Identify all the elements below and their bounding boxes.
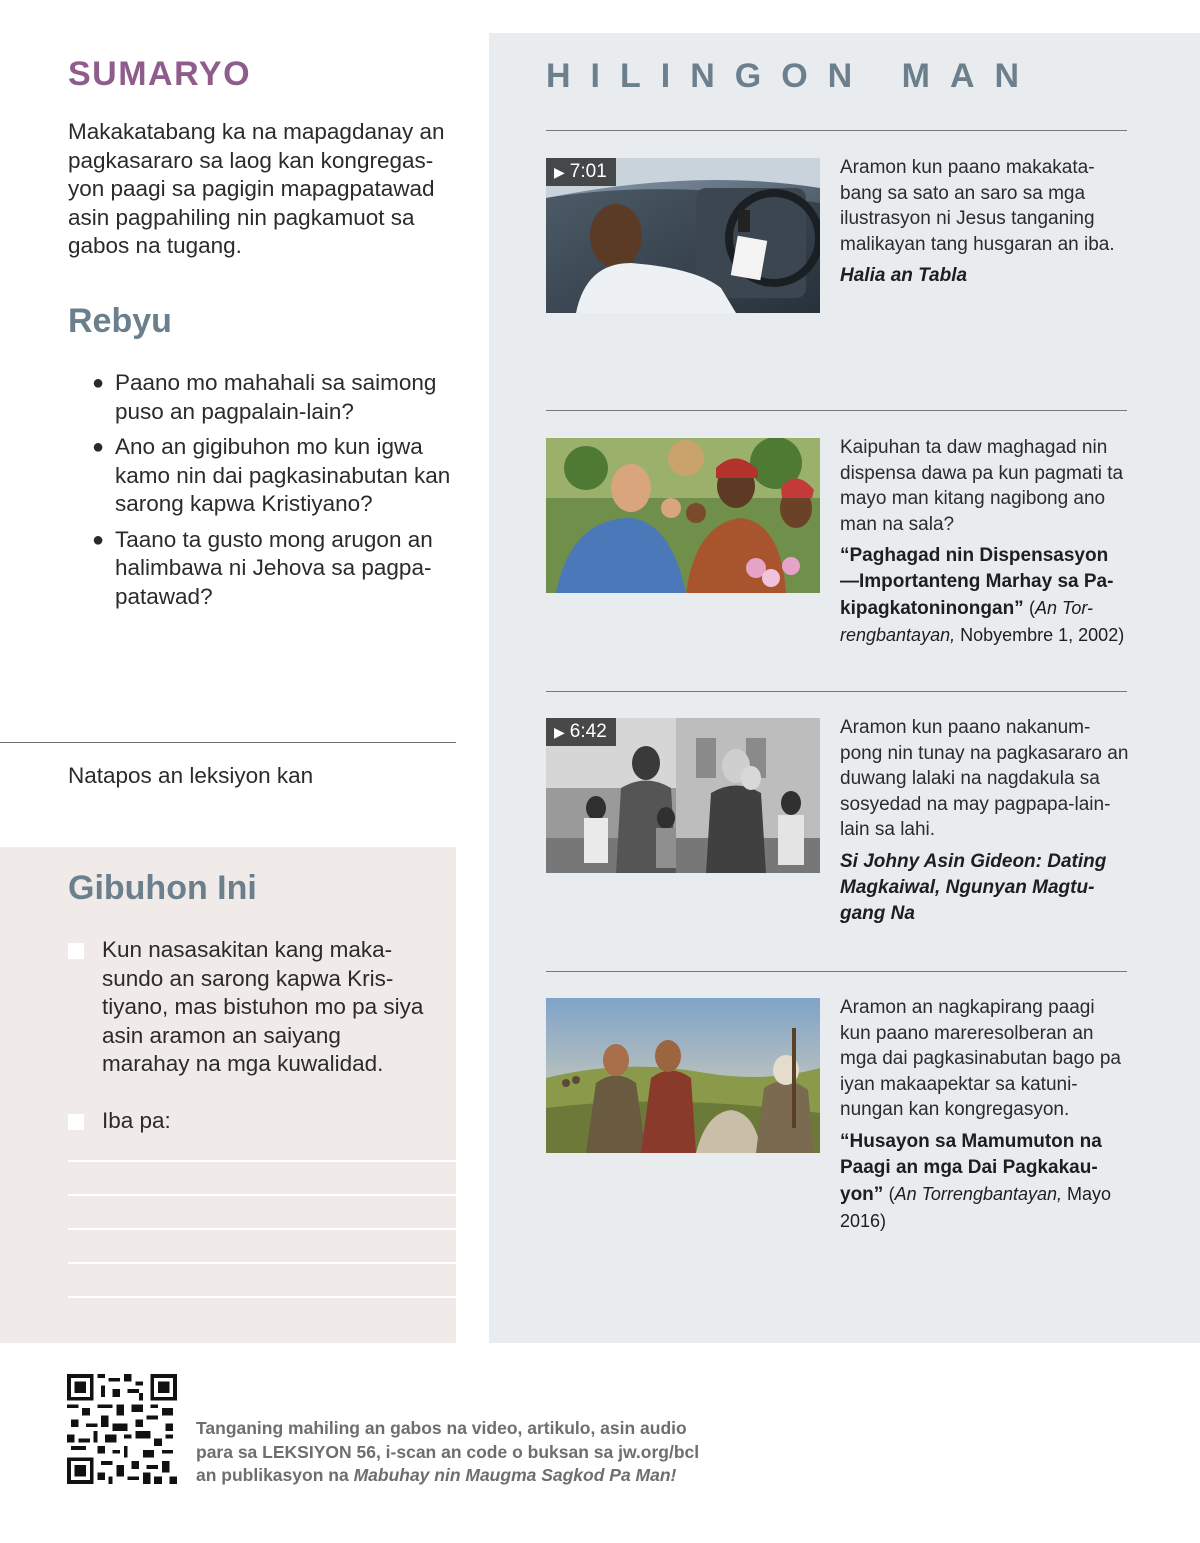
divider xyxy=(0,742,456,743)
tasks-title: Gibuhon Ini xyxy=(68,869,257,907)
video-thumbnail[interactable] xyxy=(546,718,820,873)
item-description: Aramon kun paano nakanum-pong nin tunay na pagkasararo an duwang lalaki na nagdakula sa sosyedad na may pagpapa-lain-lain sa lahi. xyxy=(840,717,1129,840)
explore-item-text xyxy=(840,995,1130,1235)
article-thumbnail[interactable] xyxy=(546,438,820,593)
item-description: Aramon an nagkapirang paagi kun paano mareresolberan an mga dai pagkasinabutan bago pa iyan makaapektar sa katuni-nungan kan kongregasyon. xyxy=(840,997,1122,1120)
bullet-icon: ● xyxy=(92,528,105,551)
write-in-line[interactable] xyxy=(68,1262,456,1264)
task-checkbox[interactable] xyxy=(68,1114,84,1130)
divider xyxy=(546,971,1127,972)
divider xyxy=(546,410,1127,411)
play-icon: ▶ xyxy=(554,724,565,740)
item-description: Kaipuhan ta daw maghagad nin dispensa dawa pa kun pagmati ta mayo man kitang nagibong ano man na sala? xyxy=(840,437,1124,535)
explore-item-text xyxy=(840,435,1130,649)
item-reference-link[interactable]: Si Johny Asin Gideon: Dating Magkaiwal, Ngunyan Magtu-gang Na xyxy=(840,850,1107,924)
explore-title: HILINGON MAN xyxy=(546,57,1040,95)
review-item xyxy=(92,526,452,612)
write-in-line[interactable] xyxy=(68,1160,456,1162)
explore-item-text xyxy=(840,155,1130,289)
task-item xyxy=(68,936,428,1079)
review-item xyxy=(92,433,452,519)
review-title: Rebyu xyxy=(68,302,172,340)
review-item-text: Taano ta gusto mong arugon an halimbawa ni Jehova sa pagpa-patawad? xyxy=(115,526,433,609)
crowd-greeting-illustration xyxy=(546,438,820,593)
item-reference-link[interactable]: “Paghagad nin Dispensasyon —Importanteng Marhay sa Pa-kipagkatoninongan” (An Tor-rengbantayan, Nobyembre 1, 2002) xyxy=(840,545,1125,645)
summary-body: Makakatabang ka na mapagdanay an pagkasararo sa laog kan kongregas-yon paagi sa pagigin mapagpatawad asin pagpahiling nin pagkamuot sa gabos na tugang. xyxy=(68,119,445,258)
tasks-panel xyxy=(0,847,456,1343)
video-thumbnail[interactable] xyxy=(546,158,820,313)
item-description: Aramon kun paano makakata-bang sa sato an saro sa mga ilustrasyon ni Jesus tanganing malikayan tang husgaran an iba. xyxy=(840,157,1115,255)
task-item-other xyxy=(68,1107,428,1136)
bullet-icon: ● xyxy=(92,372,105,394)
item-reference-link[interactable]: Halia an Tabla xyxy=(840,265,968,286)
completion-label: Natapos an leksiyon kan xyxy=(68,763,314,788)
task-text: Iba pa: xyxy=(102,1108,171,1133)
video-duration: ▶ 7:01 xyxy=(546,158,616,186)
review-item-text: Ano an gigibuhon mo kun igwa kamo nin dai pagkasinabutan kan sarong kapwa Kristiyano? xyxy=(115,434,451,516)
item-reference-link[interactable]: “Husayon sa Mamumuton na Paagi an mga Dai Pagkakau-yon” (An Torrengbantayan, Mayo 2016) xyxy=(840,1130,1112,1231)
qr-code-icon[interactable] xyxy=(67,1374,177,1484)
review-item xyxy=(92,369,452,426)
review-item-text: Paano mo mahahali sa saimong puso an pagpalain-lain? xyxy=(115,370,437,424)
play-icon: ▶ xyxy=(554,164,565,180)
video-duration: ▶ 6:42 xyxy=(546,718,616,746)
explore-item-text xyxy=(840,715,1130,927)
explore-panel xyxy=(489,33,1200,1343)
footer-text: Tanganing mahiling an gabos na video, artikulo, asin audio para sa LEKSIYON 56, i-scan an code o buksan sa jw.org/bcl an publikasyon na Mabuhay nin Maugma Sagkod Pa Man! xyxy=(196,1418,700,1485)
write-in-line[interactable] xyxy=(68,1194,456,1196)
divider xyxy=(546,130,1127,131)
task-text: Kun nasasakitan kang maka-sundo an sarong kapwa Kris-tiyano, mas bistuhon mo pa siya asin aramon an saiyang marahay na mga kuwalidad. xyxy=(102,937,424,1076)
biblical-men-illustration xyxy=(546,998,820,1153)
write-in-line[interactable] xyxy=(68,1296,456,1298)
publication-title: Mabuhay nin Maugma Sagkod Pa Man! xyxy=(353,1465,677,1485)
left-column xyxy=(0,0,456,1343)
divider xyxy=(546,691,1127,692)
write-in-line[interactable] xyxy=(68,1228,456,1230)
task-checkbox[interactable] xyxy=(68,943,84,959)
article-thumbnail[interactable] xyxy=(546,998,820,1153)
bullet-icon: ● xyxy=(92,436,105,458)
review-list xyxy=(92,369,452,618)
summary-title: SUMARYO xyxy=(68,55,252,93)
